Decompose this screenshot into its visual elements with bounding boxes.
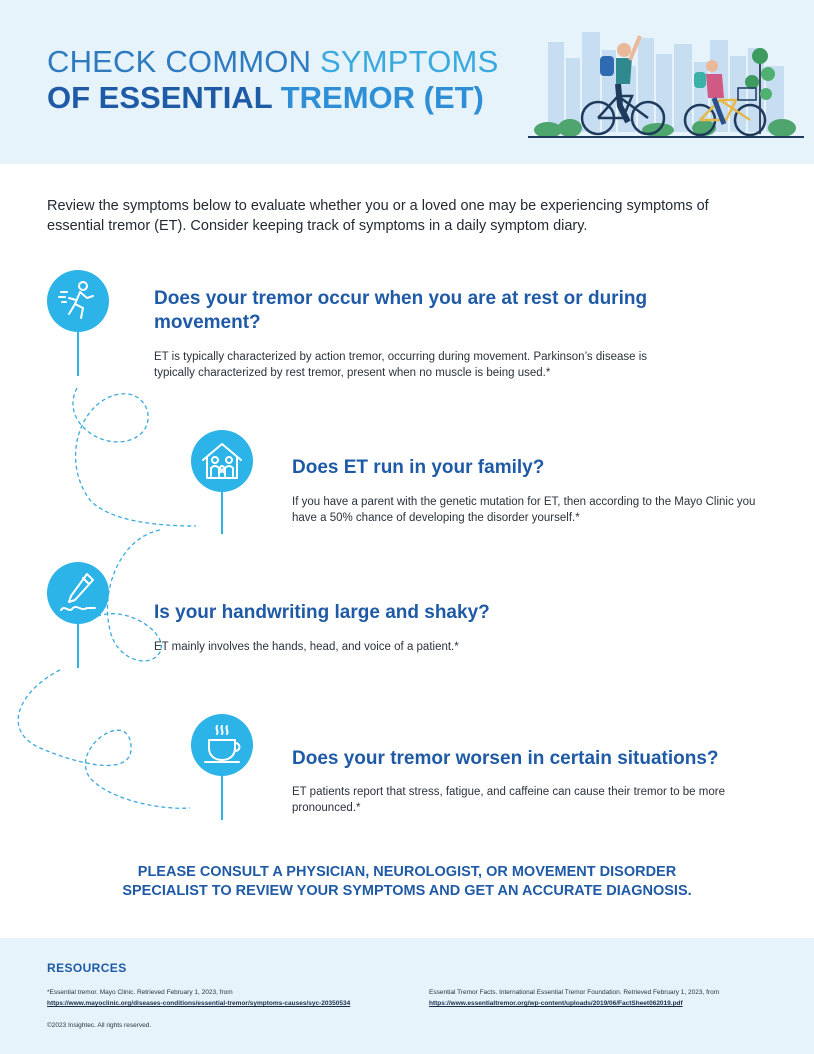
reference-text: Essential Tremor Facts. International Essential Tremor Foundation. Retrieved February 1, 2023, from bbox=[429, 989, 720, 996]
page-title-line2 bbox=[47, 80, 484, 116]
question-1-title: Does your tremor occur when you are at rest or during movement? bbox=[154, 288, 648, 333]
title-accent-text: SYMPTOMS bbox=[320, 44, 499, 79]
consult-physician-callout bbox=[0, 863, 814, 901]
intro-paragraph: Review the symptoms below to evaluate whether you or a loved one may be experiencing symptoms of essential tremor (ET). Consider keeping track of symptoms in a daily symptom diary. bbox=[47, 198, 709, 234]
reference-text: *Essential tremor. Mayo Clinic. Retrieved February 1, 2023, from bbox=[47, 989, 233, 996]
question-3-body: ET mainly involves the hands, head, and voice of a patient.* bbox=[154, 641, 459, 653]
copyright-notice: ©2023 Insightec. All rights reserved. bbox=[47, 1022, 152, 1029]
question-1-body: ET is typically characterized by action tremor, occurring during movement. Parkinson’s disease is typically characterized by rest tremor, present when no muscle is being used.* bbox=[154, 351, 648, 379]
callout-line-1: PLEASE CONSULT A PHYSICIAN, NEUROLOGIST, OR MOVEMENT DISORDER bbox=[137, 864, 677, 880]
page-title-line1 bbox=[47, 44, 498, 80]
header-banner bbox=[0, 0, 814, 164]
connector-stem bbox=[77, 332, 79, 376]
family-house-icon bbox=[191, 430, 253, 492]
question-2-body: If you have a parent with the genetic mutation for ET, then according to the Mayo Clinic you have a 50% chance of developing the disorder yourself.* bbox=[292, 496, 756, 524]
resources-heading: RESOURCES bbox=[47, 961, 127, 975]
question-4-title: Does your tremor worsen in certain situations? bbox=[292, 748, 719, 769]
title-text: OF ESSENTIAL bbox=[47, 80, 281, 115]
title-accent-text: TREMOR (ET) bbox=[280, 80, 484, 115]
reference-link-mayo[interactable]: https://www.mayoclinic.org/diseases-conditions/essential-tremor/symptoms-causes/syc-20350534 bbox=[47, 1000, 351, 1007]
reference-ietf bbox=[429, 987, 719, 1009]
running-person-icon bbox=[47, 270, 109, 332]
connector-stem bbox=[221, 492, 223, 534]
coffee-cup-icon bbox=[191, 714, 253, 776]
question-2-title: Does ET run in your family? bbox=[292, 457, 545, 478]
connector-stem bbox=[77, 624, 79, 668]
question-4-body: ET patients report that stress, fatigue, and caffeine can cause their tremor to be more pronounced.* bbox=[292, 786, 725, 814]
pen-writing-icon bbox=[47, 562, 109, 624]
connector-stem bbox=[221, 776, 223, 820]
reference-mayo-clinic bbox=[47, 987, 350, 1009]
callout-line-2: SPECIALIST TO REVIEW YOUR SYMPTOMS AND GET AN ACCURATE DIAGNOSIS. bbox=[122, 883, 692, 899]
cyclists-illustration bbox=[528, 22, 804, 142]
question-3-title: Is your handwriting large and shaky? bbox=[154, 602, 490, 623]
reference-link-ietf[interactable]: https://www.essentialtremor.org/wp-content/uploads/2019/06/FactSheet062019.pdf bbox=[429, 1000, 683, 1007]
resources-footer bbox=[0, 938, 814, 1054]
title-text: CHECK COMMON bbox=[47, 44, 320, 79]
